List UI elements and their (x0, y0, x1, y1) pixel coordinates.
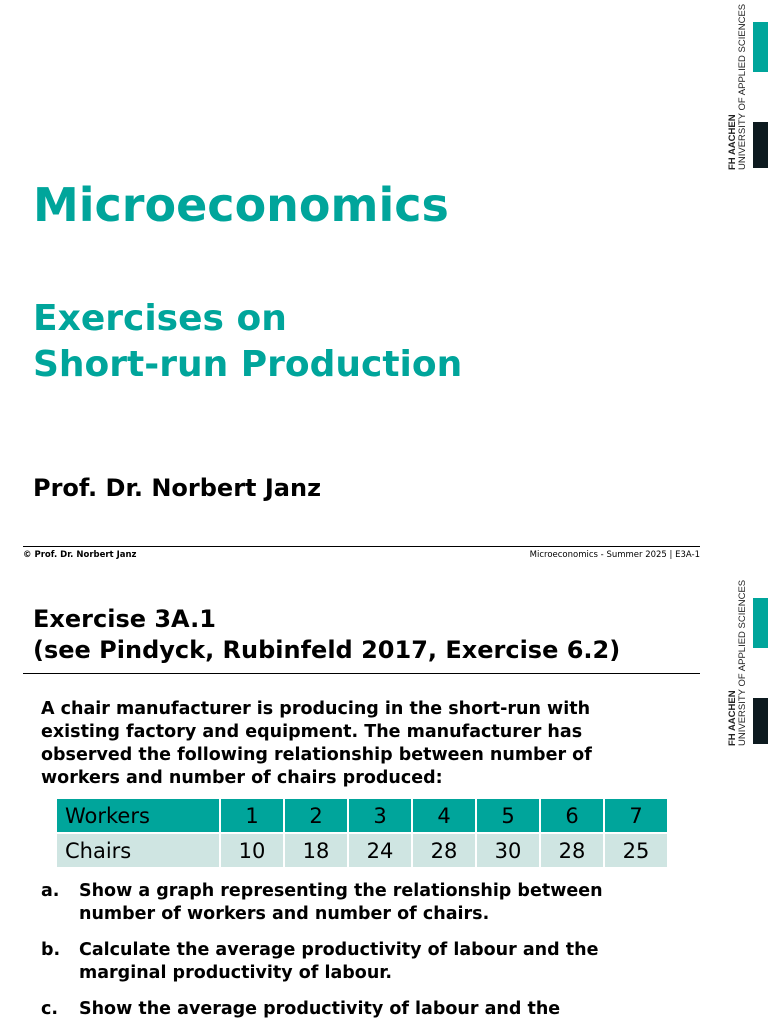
task-text: Show a graph representing the relationship between number of workers and number of chairs. (79, 881, 603, 924)
university-logo-text: FH AACHEN UNIVERSITY OF APPLIED SCIENCES (727, 3, 748, 170)
list-item (41, 939, 681, 985)
table-cell: 1 (220, 798, 284, 833)
logo-bar-dark (753, 122, 768, 168)
table-cell: 6 (540, 798, 604, 833)
table-cell: 24 (348, 833, 412, 868)
table-cell: 4 (412, 798, 476, 833)
table-cell: 25 (604, 833, 668, 868)
table-cell: 18 (284, 833, 348, 868)
footer-divider (23, 546, 700, 547)
row-header-workers: Workers (56, 798, 220, 833)
footer-copyright: © Prof. Dr. Norbert Janz (23, 550, 137, 560)
workers-chairs-table (55, 797, 669, 869)
task-text: Calculate the average productivity of labour and the marginal productivity of labour. (79, 940, 599, 983)
task-text: Show the average productivity of labour and the (79, 999, 561, 1019)
page-subtitle (33, 296, 462, 388)
logo-bar-accent (753, 598, 768, 648)
exercise-intro: A chair manufacturer is producing in the short-run with existing factory and equipment. The manufacturer has observed the following relationship between number of workers and number of chairs produced: (41, 699, 592, 788)
task-label: b. (41, 940, 61, 960)
row-header-chairs: Chairs (56, 833, 220, 868)
logo-bar-dark (753, 698, 768, 744)
title-divider (23, 673, 700, 674)
exercise-slide (0, 576, 768, 1024)
list-item (41, 998, 681, 1021)
task-label: a. (41, 881, 60, 901)
table-cell: 3 (348, 798, 412, 833)
table-row-workers (56, 798, 668, 833)
footer-course-info: Microeconomics - Summer 2025 | E3A-1 (529, 550, 700, 560)
author-name: Prof. Dr. Norbert Janz (33, 474, 322, 502)
table-cell: 5 (476, 798, 540, 833)
table-cell: 7 (604, 798, 668, 833)
table-cell: 28 (540, 833, 604, 868)
table-cell: 30 (476, 833, 540, 868)
logo-bar-accent (753, 22, 768, 72)
task-list (41, 880, 681, 1024)
exercise-title (33, 604, 620, 666)
table-cell: 28 (412, 833, 476, 868)
list-item (41, 880, 681, 926)
subtitle-line-1: Exercises on (33, 298, 287, 339)
university-logo-text: FH AACHEN UNIVERSITY OF APPLIED SCIENCES (727, 579, 748, 746)
table-row-chairs (56, 833, 668, 868)
table-cell: 10 (220, 833, 284, 868)
exercise-title-line-1: Exercise 3A.1 (33, 605, 216, 633)
page-title: Microeconomics (33, 178, 449, 232)
table-cell: 2 (284, 798, 348, 833)
subtitle-line-2: Short-run Production (33, 344, 463, 385)
exercise-title-line-2: (see Pindyck, Rubinfeld 2017, Exercise 6.2) (33, 636, 621, 664)
task-label: c. (41, 999, 59, 1019)
